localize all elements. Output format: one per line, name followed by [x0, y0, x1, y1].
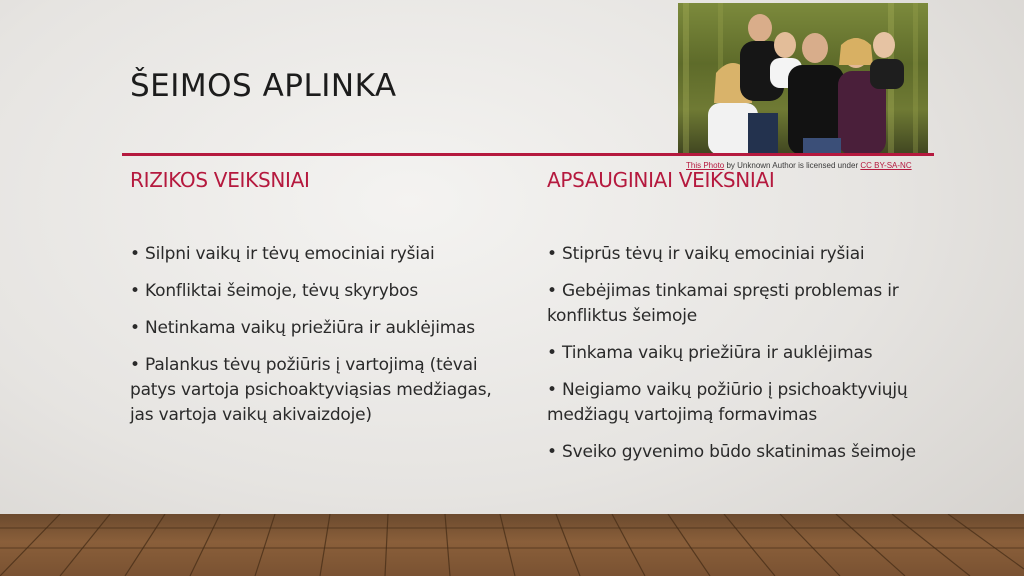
list-item: • Gebėjimas tinkamai spręsti problemas ir konfliktus šeimoje — [547, 281, 899, 326]
title-divider — [122, 153, 934, 156]
protective-factors-list — [547, 242, 927, 477]
slide-title: ŠEIMOS APLINKA — [130, 68, 397, 104]
list-item: • Neigiamo vaikų požiūrio į psichoaktyviųjų medžiagų vartojimą formavimas — [547, 380, 908, 425]
photo-link[interactable]: This Photo — [686, 161, 725, 170]
protective-factors-heading: APSAUGINIAI VEIKSNIAI — [547, 168, 775, 192]
list-item: • Tinkama vaikų priežiūra ir auklėjimas — [547, 343, 873, 363]
wooden-floor — [0, 514, 1024, 576]
list-item: • Netinkama vaikų priežiūra ir auklėjimas — [130, 318, 475, 338]
risk-factors-list — [130, 242, 510, 440]
family-photo — [678, 3, 928, 155]
risk-factors-heading: RIZIKOS VEIKSNIAI — [130, 168, 310, 192]
list-item: • Silpni vaikų ir tėvų emociniai ryšiai — [130, 244, 435, 264]
license-link[interactable]: CC BY-SA-NC — [860, 161, 912, 170]
list-item: • Stiprūs tėvų ir vaikų emociniai ryšiai — [547, 244, 865, 264]
list-item: • Konfliktai šeimoje, tėvų skyrybos — [130, 281, 419, 301]
family-photo-illustration — [678, 3, 928, 155]
floor-planks — [0, 514, 1024, 576]
photo-credit-text: by Unknown Author is licensed under — [724, 161, 861, 170]
list-item: • Palankus tėvų požiūris į vartojimą (tėvai patys vartoja psichoaktyviąsias medžiagas, jas vartoja vaikų akivaizdoje) — [130, 355, 492, 425]
list-item: • Sveiko gyvenimo būdo skatinimas šeimoje — [547, 442, 916, 462]
